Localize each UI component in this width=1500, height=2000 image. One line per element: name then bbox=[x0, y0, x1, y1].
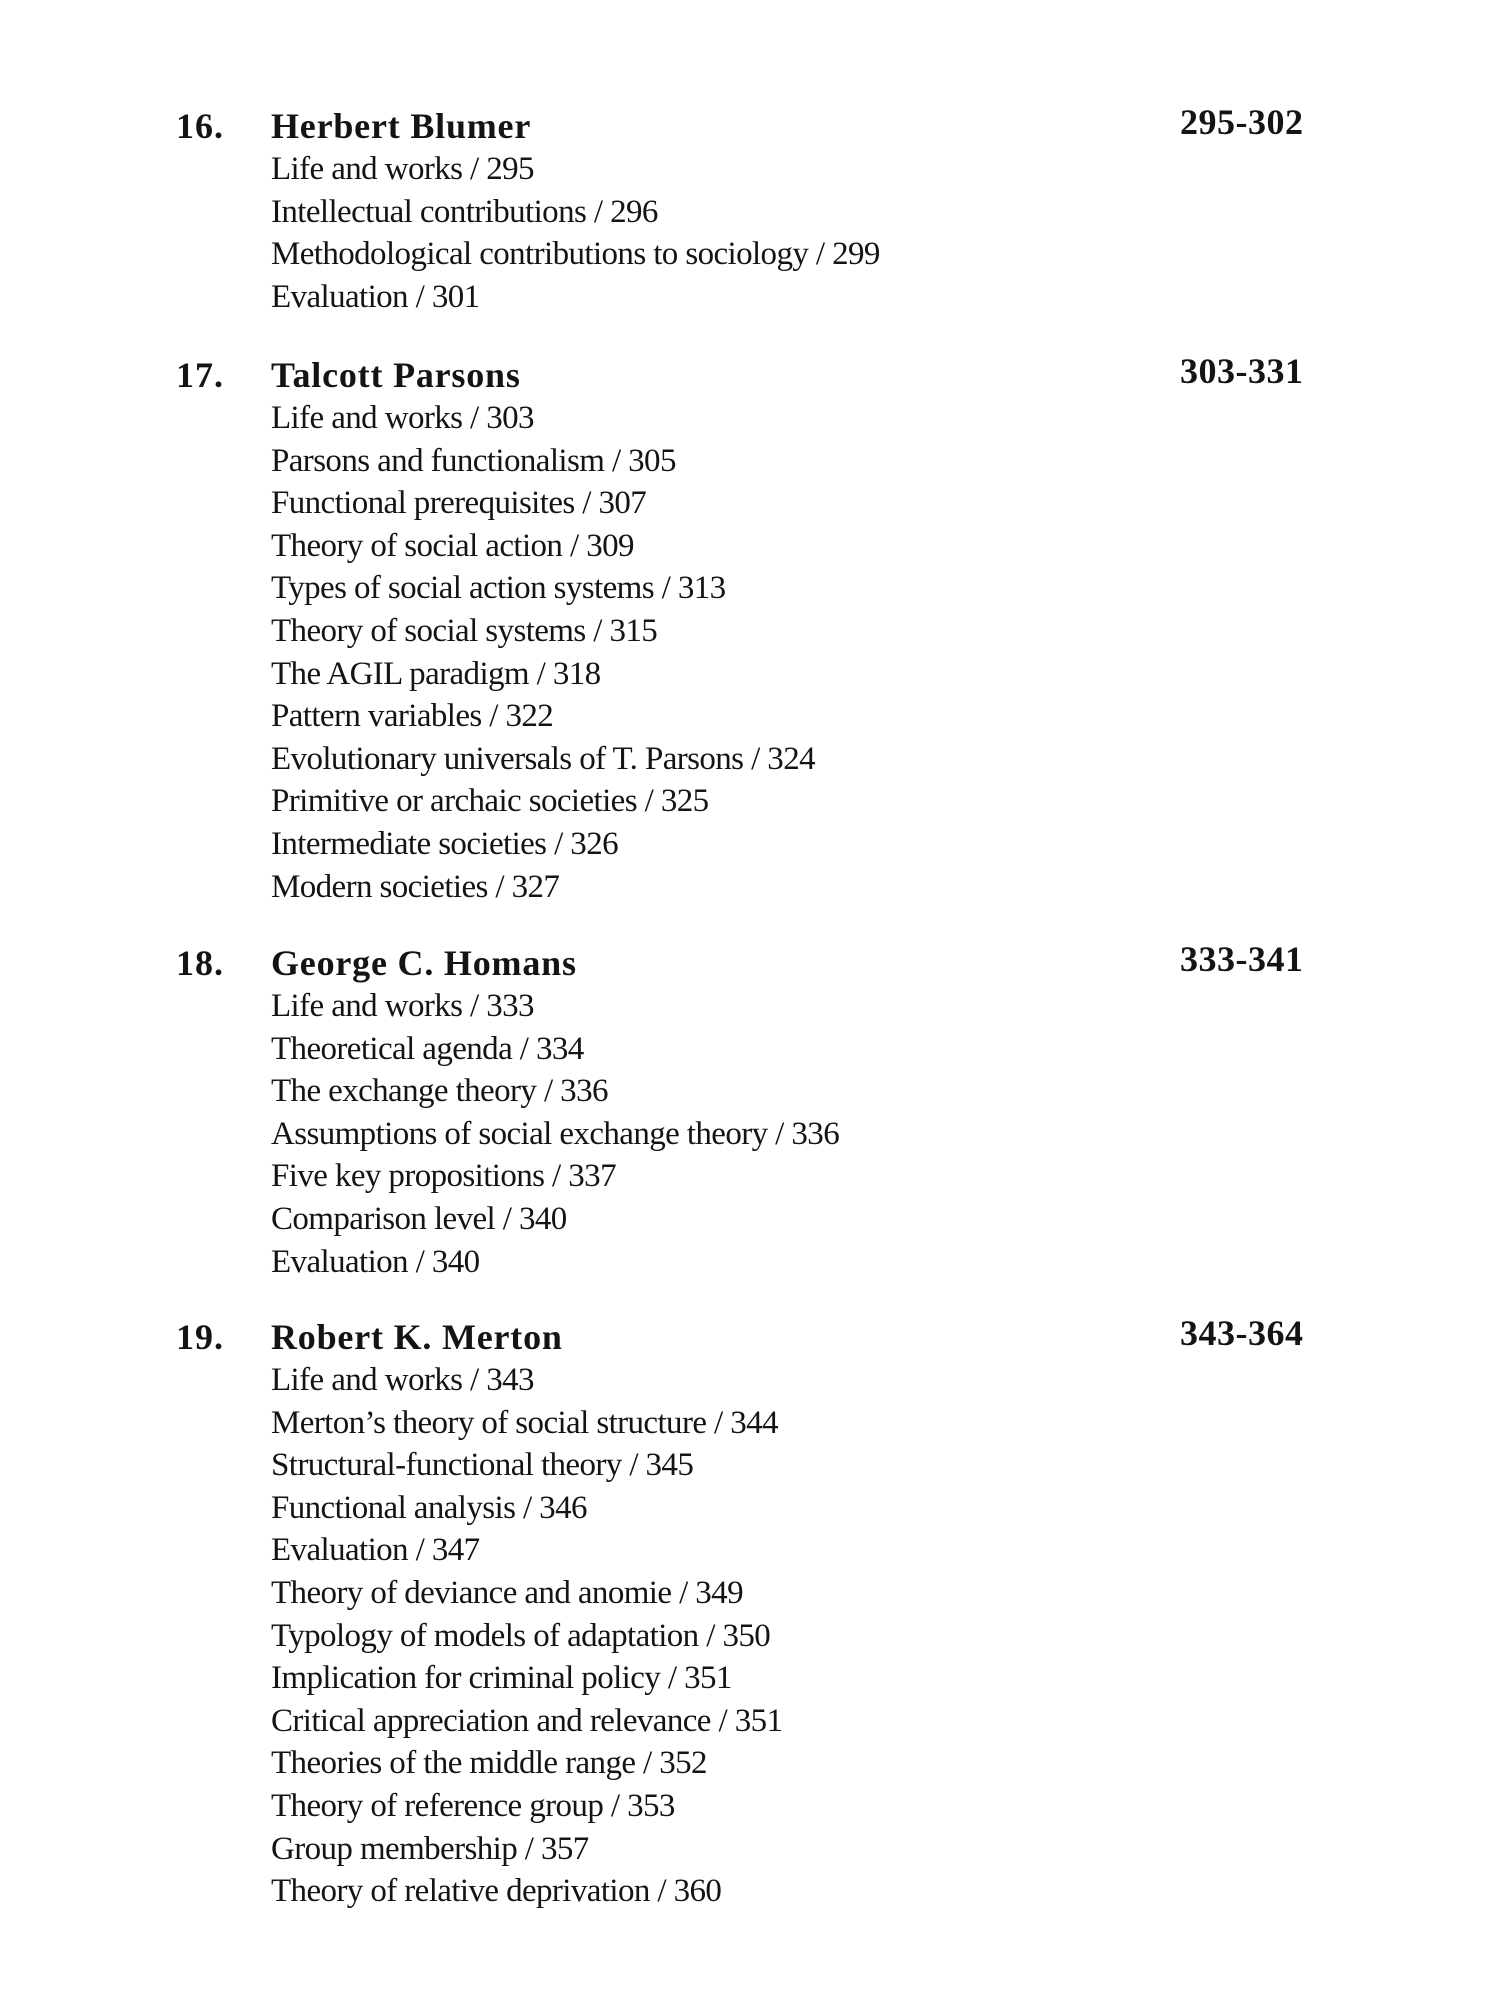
section-entry: Five key propositions / 337 bbox=[271, 1158, 616, 1195]
section-entry: Merton’s theory of social structure / 344 bbox=[271, 1404, 778, 1441]
section-entry: Implication for criminal policy / 351 bbox=[271, 1660, 732, 1697]
section-entry: Pattern variables / 322 bbox=[271, 698, 554, 735]
section-entry: Structural-functional theory / 345 bbox=[271, 1447, 694, 1484]
chapter-page-range: 295-302 bbox=[1180, 102, 1304, 142]
section-entry: Critical appreciation and relevance / 351 bbox=[271, 1702, 783, 1739]
section-entry: Evaluation / 301 bbox=[271, 278, 480, 315]
section-entry: Primitive or archaic societies / 325 bbox=[271, 783, 709, 820]
section-entry: Functional prerequisites / 307 bbox=[271, 485, 647, 522]
section-list bbox=[271, 985, 839, 1283]
section-entry: Life and works / 295 bbox=[271, 151, 534, 187]
section-entry: The exchange theory / 336 bbox=[271, 1073, 608, 1110]
section-entry: The AGIL paradigm / 318 bbox=[271, 655, 601, 692]
chapter-number: 17. bbox=[176, 355, 224, 395]
section-entry: Theory of relative deprivation / 360 bbox=[271, 1873, 722, 1910]
section-entry: Theory of social action / 309 bbox=[271, 527, 634, 564]
section-entry: Theoretical agenda / 334 bbox=[271, 1030, 584, 1067]
section-entry: Methodological contributions to sociology / 299 bbox=[271, 236, 880, 273]
section-entry: Evaluation / 347 bbox=[271, 1532, 480, 1569]
chapter-number: 18. bbox=[176, 943, 224, 983]
chapter-page-range: 303-331 bbox=[1180, 351, 1304, 391]
chapter-number: 19. bbox=[176, 1317, 224, 1357]
section-entry: Intermediate societies / 326 bbox=[271, 825, 618, 862]
section-entry: Theory of social systems / 315 bbox=[271, 612, 658, 649]
section-entry: Theory of deviance and anomie / 349 bbox=[271, 1574, 743, 1611]
section-list bbox=[271, 1359, 782, 1913]
section-entry: Functional analysis / 346 bbox=[271, 1489, 587, 1526]
chapter-title: Talcott Parsons bbox=[271, 355, 521, 395]
section-entry: Theory of reference group / 353 bbox=[271, 1787, 675, 1824]
section-entry: Evolutionary universals of T. Parsons / 324 bbox=[271, 740, 815, 777]
section-entry: Life and works / 303 bbox=[271, 400, 534, 436]
section-list bbox=[271, 397, 815, 908]
section-entry: Typology of models of adaptation / 350 bbox=[271, 1617, 771, 1654]
section-entry: Comparison level / 340 bbox=[271, 1200, 567, 1237]
chapter-page-range: 333-341 bbox=[1180, 939, 1304, 979]
chapter-title: George C. Homans bbox=[271, 943, 577, 983]
section-list bbox=[271, 148, 880, 318]
section-entry: Types of social action systems / 313 bbox=[271, 570, 726, 607]
section-entry: Assumptions of social exchange theory / 336 bbox=[271, 1115, 840, 1152]
section-entry: Theories of the middle range / 352 bbox=[271, 1745, 707, 1782]
section-entry: Life and works / 333 bbox=[271, 988, 534, 1024]
section-entry: Modern societies / 327 bbox=[271, 868, 560, 905]
chapter-title: Herbert Blumer bbox=[271, 106, 532, 146]
chapter-number: 16. bbox=[176, 106, 224, 146]
section-entry: Life and works / 343 bbox=[271, 1362, 534, 1398]
section-entry: Group membership / 357 bbox=[271, 1830, 589, 1867]
section-entry: Parsons and functionalism / 305 bbox=[271, 442, 676, 479]
section-entry: Intellectual contributions / 296 bbox=[271, 193, 658, 230]
chapter-title: Robert K. Merton bbox=[271, 1317, 563, 1357]
chapter-page-range: 343-364 bbox=[1180, 1313, 1304, 1353]
section-entry: Evaluation / 340 bbox=[271, 1243, 480, 1280]
